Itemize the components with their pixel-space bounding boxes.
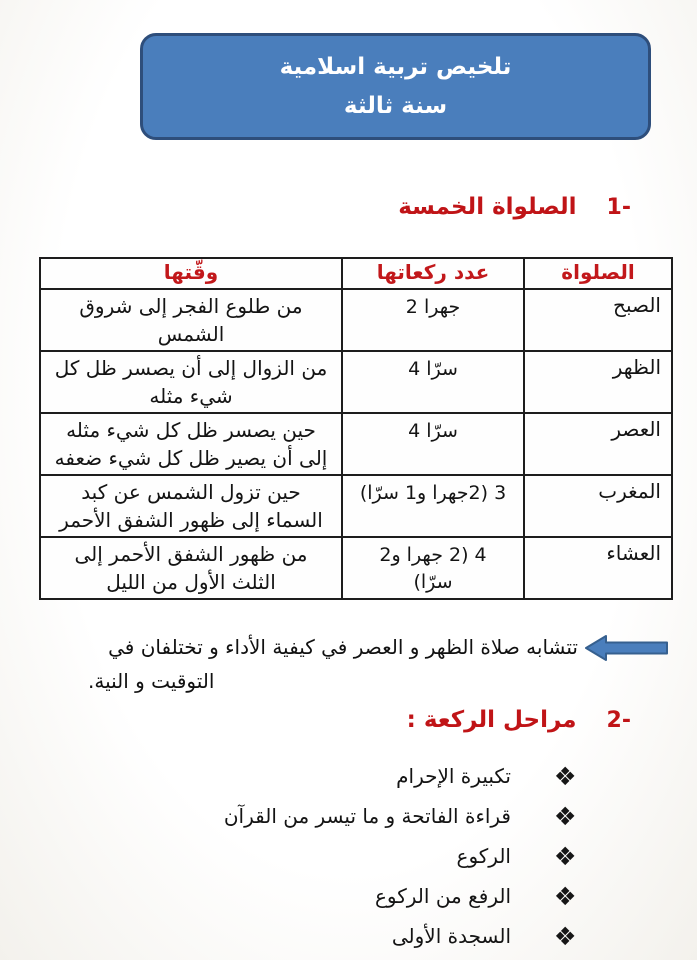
diamond-bullet-icon <box>557 928 573 944</box>
col-header-time: وقّتها <box>40 258 342 289</box>
stage-label: تكبيرة الإحرام <box>396 764 511 788</box>
prayer-name: الصبح <box>524 289 672 351</box>
rakats-line: 4 سرّا <box>408 420 458 442</box>
section-2-number: 2- <box>606 708 631 733</box>
list-item <box>224 801 573 831</box>
list-item <box>224 921 573 951</box>
stage-label: السجدة الأولى <box>391 924 511 948</box>
diamond-bullet-icon <box>557 888 573 904</box>
table-header-row <box>40 258 672 289</box>
list-item <box>224 881 573 911</box>
rakats-line: 3 (2جهرا و1 سرّا) <box>359 482 507 504</box>
stage-label: الرفع من الركوع <box>374 884 511 908</box>
section-2-title: مراحل الركعة : <box>406 707 577 733</box>
rakats-count <box>342 475 524 537</box>
rakats-line: 4 سرّا <box>408 358 458 380</box>
rakats-count <box>342 537 524 599</box>
title-box <box>140 33 651 140</box>
section-2-heading <box>407 707 631 733</box>
note-text <box>88 630 578 698</box>
stage-label: الركوع <box>456 844 511 868</box>
stage-label: قراءة الفاتحة و ما تيسر من القرآن <box>223 804 511 828</box>
prayer-name: العصر <box>524 413 672 475</box>
rakats-count <box>342 289 524 351</box>
prayer-name: العشاء <box>524 537 672 599</box>
list-item <box>224 841 573 871</box>
prayer-time: من الزوال إلى أن يصسر ظل كل شيء مثله <box>40 351 342 413</box>
doc-subtitle: سنة ثالثة <box>343 93 448 120</box>
prayer-name: الظهر <box>524 351 672 413</box>
note-line-1: تتشابه صلاة الظهر و العصر في كيفية الأداء و تختلفان في <box>108 635 578 659</box>
arrow-left-icon <box>585 630 669 698</box>
prayer-name: المغرب <box>524 475 672 537</box>
prayer-time: من ظهور الشفق الأحمر إلى الثلث الأول من الليل <box>40 537 342 599</box>
section-1-heading <box>398 194 631 220</box>
table-row <box>40 413 672 475</box>
prayer-time: حين يصسر ظل كل شيء مثله إلى أن يصير ظل كل شيء ضعفه <box>40 413 342 475</box>
rakats-line: 4 (2 جهرا و2 <box>379 544 487 566</box>
rakats-line: 2 جهرا <box>405 296 461 318</box>
list-item <box>224 761 573 791</box>
section-1-number: 1- <box>606 195 631 220</box>
table-row <box>40 537 672 599</box>
doc-title: تلخيص تربية اسلامية <box>279 53 512 80</box>
diamond-bullet-icon <box>557 848 573 864</box>
table-row <box>40 289 672 351</box>
table-row <box>40 475 672 537</box>
prayer-time: من طلوع الفجر إلى شروق الشمس <box>40 289 342 351</box>
table-row <box>40 351 672 413</box>
diamond-bullet-icon <box>557 768 573 784</box>
note-line-2: التوقيت و النية. <box>88 669 215 693</box>
section-1-title: الصلواة الخمسة <box>398 194 577 220</box>
diamond-bullet-icon <box>557 808 573 824</box>
col-header-prayer: الصلواة <box>524 258 672 289</box>
similarity-note <box>88 630 669 698</box>
rakats-count <box>342 351 524 413</box>
rakats-count <box>342 413 524 475</box>
col-header-rakats: عدد ركعاتها <box>342 258 524 289</box>
prayers-table <box>39 257 673 600</box>
rakats-line: سرّا) <box>413 571 453 593</box>
prayer-time: حين تزول الشمس عن كبد السماء إلى ظهور الشفق الأحمر <box>40 475 342 537</box>
rakah-stages-list <box>224 761 573 960</box>
